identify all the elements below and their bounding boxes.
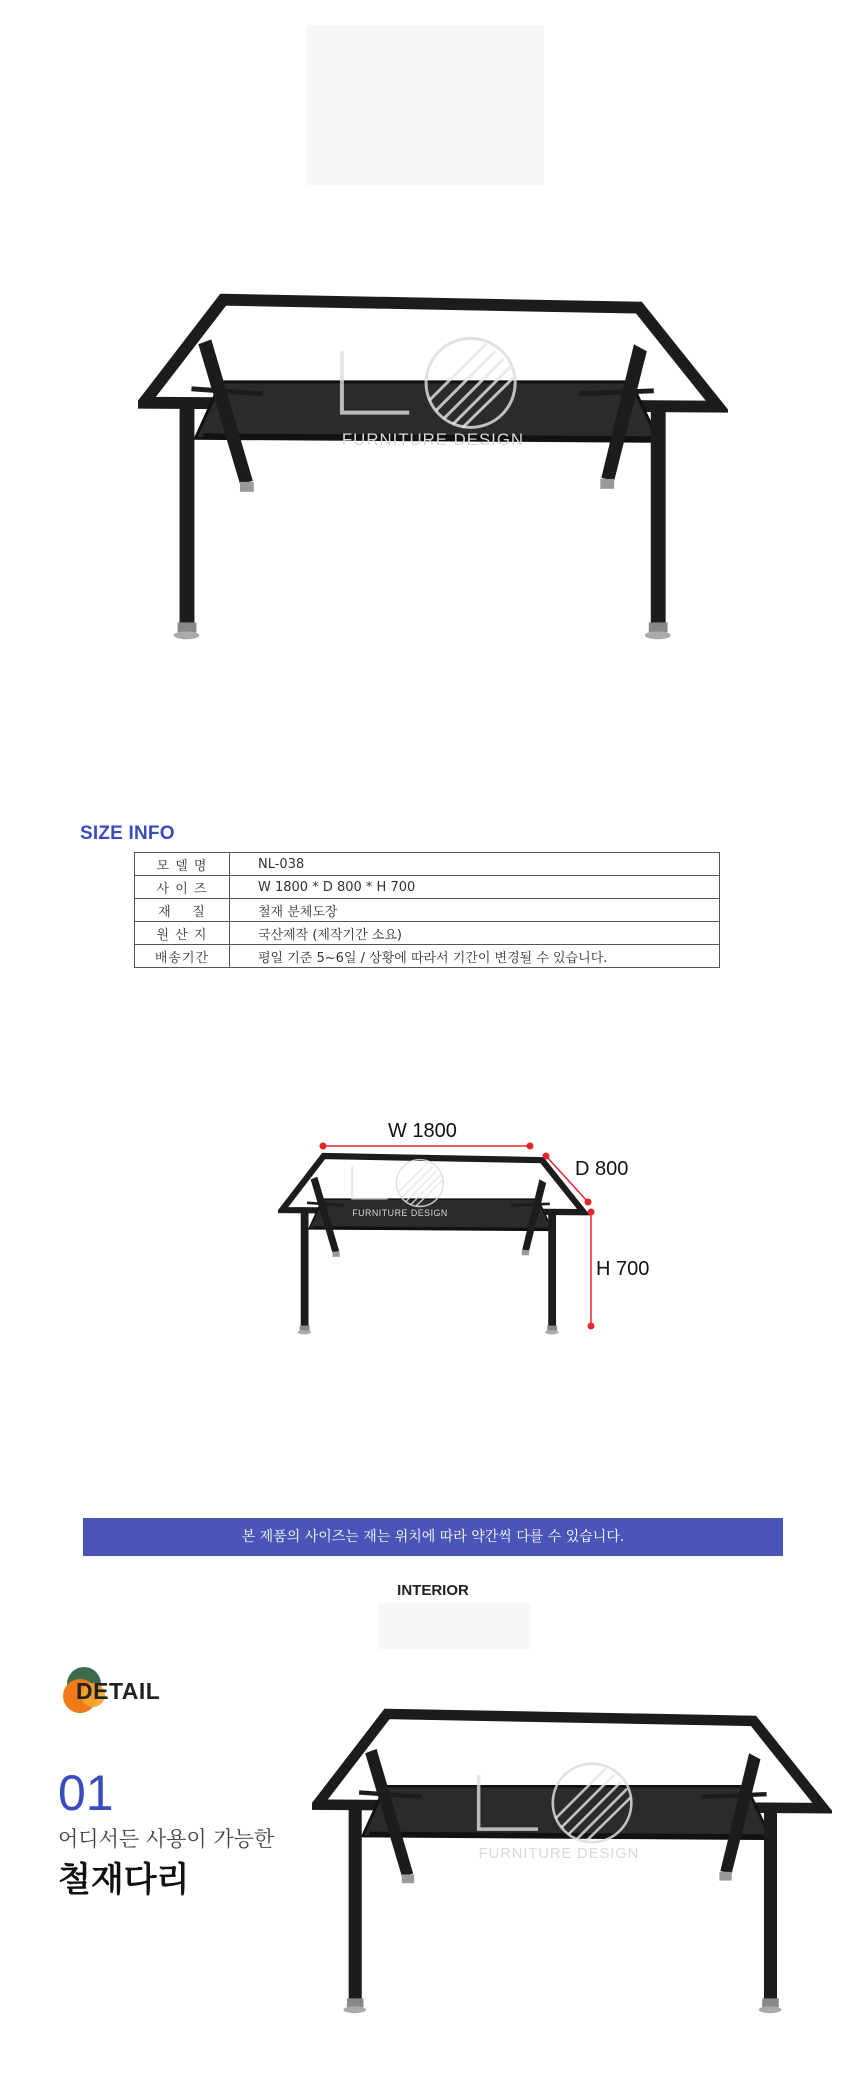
detail-subtitle: 어디서든 사용이 가능한 xyxy=(58,1827,275,1851)
detail-title: DETAIL xyxy=(76,1678,161,1704)
spec-row xyxy=(135,945,720,968)
spec-value: 평일 기준 5~6일 / 상황에 따라서 기간이 변경될 수 있습니다. xyxy=(230,945,720,968)
interior-placeholder-image xyxy=(378,1603,530,1649)
size-info-title: SIZE INFO xyxy=(80,823,175,844)
detail-number: 01 xyxy=(58,1765,114,1821)
spec-value: 국산제작 (제작기간 소요) xyxy=(230,922,720,945)
spec-table xyxy=(134,852,720,968)
dim-width-label: W 1800 xyxy=(388,1120,457,1142)
spec-label: 사 이 즈 xyxy=(135,876,230,899)
spec-row xyxy=(135,899,720,922)
spec-label: 재 질 xyxy=(135,899,230,922)
top-placeholder-image xyxy=(306,25,544,185)
spec-value: 철재 분체도장 xyxy=(230,899,720,922)
interior-label: INTERIOR xyxy=(397,1582,469,1599)
spec-value: NL-038 xyxy=(230,853,720,876)
detail-main-title: 철재다리 xyxy=(58,1860,190,1900)
product-image-main xyxy=(138,290,728,650)
notice-banner: 본 제품의 사이즈는 재는 위치에 따라 약간씩 다를 수 있습니다. xyxy=(83,1518,783,1556)
spec-row xyxy=(135,853,720,876)
spec-label: 배송기간 xyxy=(135,945,230,968)
spec-value: W 1800 * D 800 * H 700 xyxy=(230,876,720,899)
spec-label: 원 산 지 xyxy=(135,922,230,945)
dim-height-label: H 700 xyxy=(596,1258,650,1280)
dim-depth-label: D 800 xyxy=(575,1158,629,1180)
spec-label: 모 델 명 xyxy=(135,853,230,876)
dimension-diagram xyxy=(278,1112,678,1342)
spec-row xyxy=(135,922,720,945)
spec-row xyxy=(135,876,720,899)
product-image-detail xyxy=(312,1704,832,2024)
